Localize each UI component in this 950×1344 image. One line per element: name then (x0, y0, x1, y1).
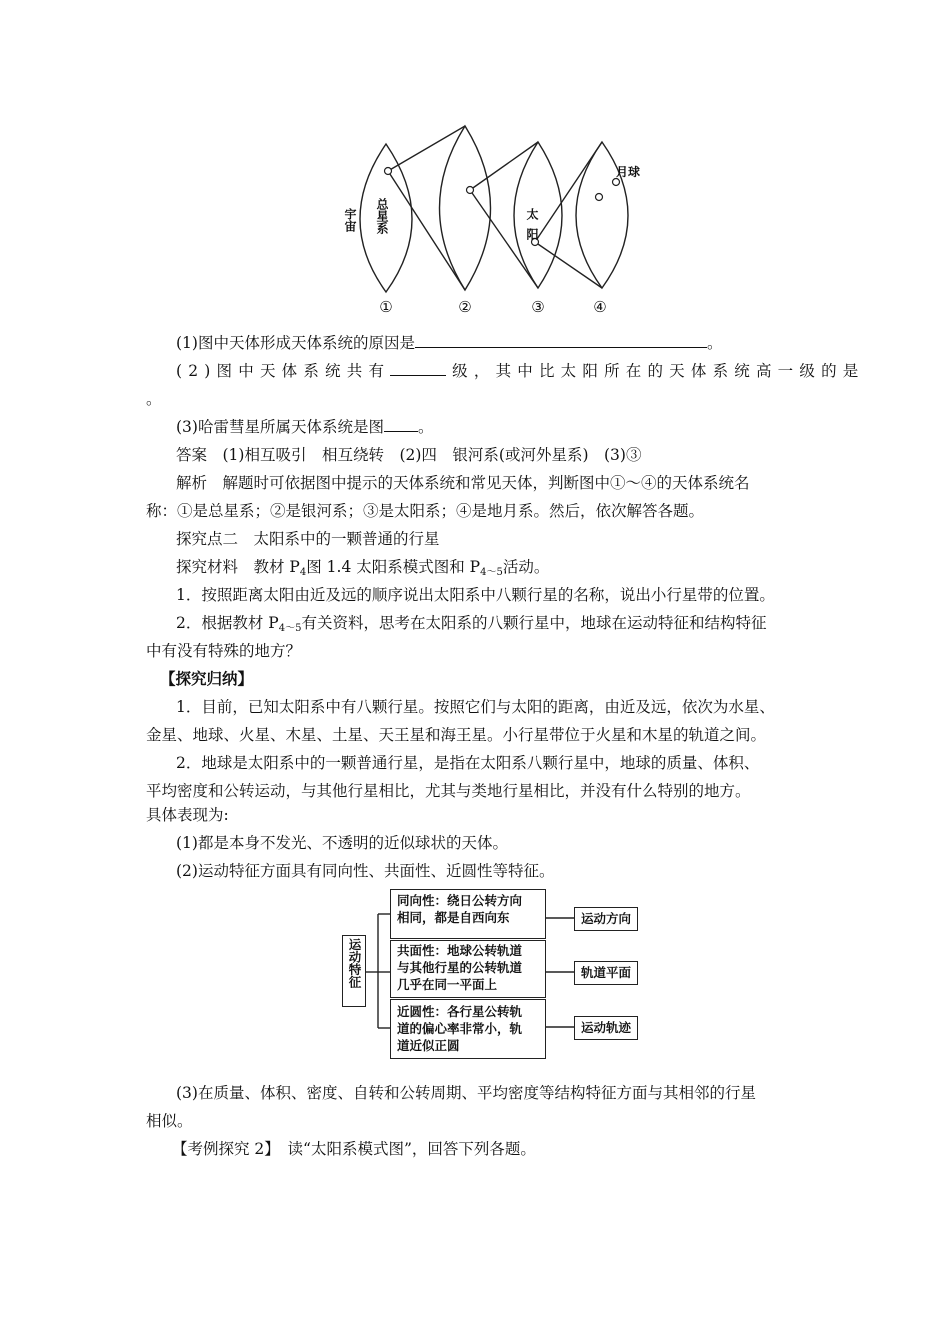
question-2: (2)图中天体系统共有 级，其中比太阳所在的天体系统高一级的是 (176, 362, 865, 380)
feature-box-coplanar: 共面性：地球公转轨道 与其他行星的公转轨道 几乎在同一平面上 (390, 940, 546, 998)
answer-blank-1[interactable] (415, 333, 707, 348)
diagram-number-4: ④ (593, 298, 607, 316)
total-galaxy-label: 总星系 (375, 198, 389, 234)
task-item-1: 1．按照距离太阳由近及远的顺序说出太阳系中八颗行星的名称，说出小行星带的位置。 (176, 586, 775, 604)
point-1: (1)都是本身不发光、不透明的近似球状的天体。 (176, 834, 508, 852)
point-3-line-2: 相似。 (146, 1112, 193, 1130)
answer-line: 答案 (1)相互吸引 相互绕转 (2)四 银河系(或河外星系) (3)③ (176, 446, 642, 464)
feature-box-same-direction: 同向性：绕日公转方向 相同，都是自西向东 (390, 889, 546, 939)
celestial-system-diagram (330, 120, 660, 320)
question-3: (3)哈雷彗星所属天体系统是图 。 (176, 418, 434, 436)
summary-2-line-3: 具体表现为: (146, 806, 229, 824)
point-3-line-1: (3)在质量、体积、密度、自转和公转周期、平均密度等结构特征方面与其相邻的行星 (176, 1084, 756, 1102)
analysis-line-2: 称：①是总星系；②是银河系；③是太阳系；④是地月系。然后，依次解答各题。 (146, 502, 705, 520)
summary-1-line-2: 金星、地球、火星、木星、土星、天王星和海王星。小行星带位于火星和木星的轨道之间。 (146, 726, 767, 744)
section-2-title: 探究点二 太阳系中的一颗普通的行星 (176, 530, 440, 548)
summary-title: 【探究归纳】 (160, 669, 254, 688)
answer-blank-3[interactable] (384, 417, 418, 432)
analysis-line-1: 解析 解题时可依据图中提示的天体系统和常见天体，判断图中①～④的天体系统名 (176, 474, 750, 492)
tag-orbit-plane: 轨道平面 (574, 961, 638, 985)
example-question: 【考例探究 2】 读“太阳系模式图”，回答下列各题。 (172, 1140, 536, 1158)
answer-blank-2[interactable] (390, 361, 446, 376)
tag-motion-direction: 运动方向 (574, 907, 638, 931)
diagram-number-3: ③ (531, 298, 545, 316)
task-item-2: 2．根据教材 $P_{4\sim 5}$有关资料，思考在太阳系的八颗行星中，地球在运动特征和结构特征 (176, 614, 767, 634)
diagram-number-2: ② (458, 298, 472, 316)
root-box-motion-features: 运动特征 (342, 935, 366, 1007)
feature-box-near-circular: 近圆性：各行星公转轨 道的偏心率非常小，轨 道近似正圆 (390, 999, 546, 1059)
task-item-2-continued: 中有没有特殊的地方？ (146, 642, 302, 660)
moon-label: 月球 (616, 165, 641, 179)
tag-motion-trajectory: 运动轨迹 (574, 1016, 638, 1040)
universe-label: 宇宙 (343, 208, 357, 232)
summary-1-line-1: 1．目前，已知太阳系中有八颗行星。按照它们与太阳的距离，由近及远，依次为水星、 (176, 698, 775, 716)
material-line: 探究材料 教材 $P_4$图 1.4 太阳系模式图和 $P_{4\sim 5}$活动。 (176, 558, 550, 578)
summary-2-line-2: 平均密度和公转运动，与其他行星相比，尤其与类地行星相比，并没有什么特别的地方。 (146, 782, 751, 800)
point-2: (2)运动特征方面具有同向性、共面性、近圆性等特征。 (176, 862, 555, 880)
summary-2-line-1: 2．地球是太阳系中的一颗普通行星，是指在太阳系八颗行星中，地球的质量、体积、 (176, 754, 760, 772)
sun-label: 太阳 (525, 208, 539, 248)
question-1: (1)图中天体形成天体系统的原因是 。 (176, 334, 723, 352)
diagram-number-1: ① (379, 298, 393, 316)
question-2-continued: 。 (146, 390, 162, 408)
